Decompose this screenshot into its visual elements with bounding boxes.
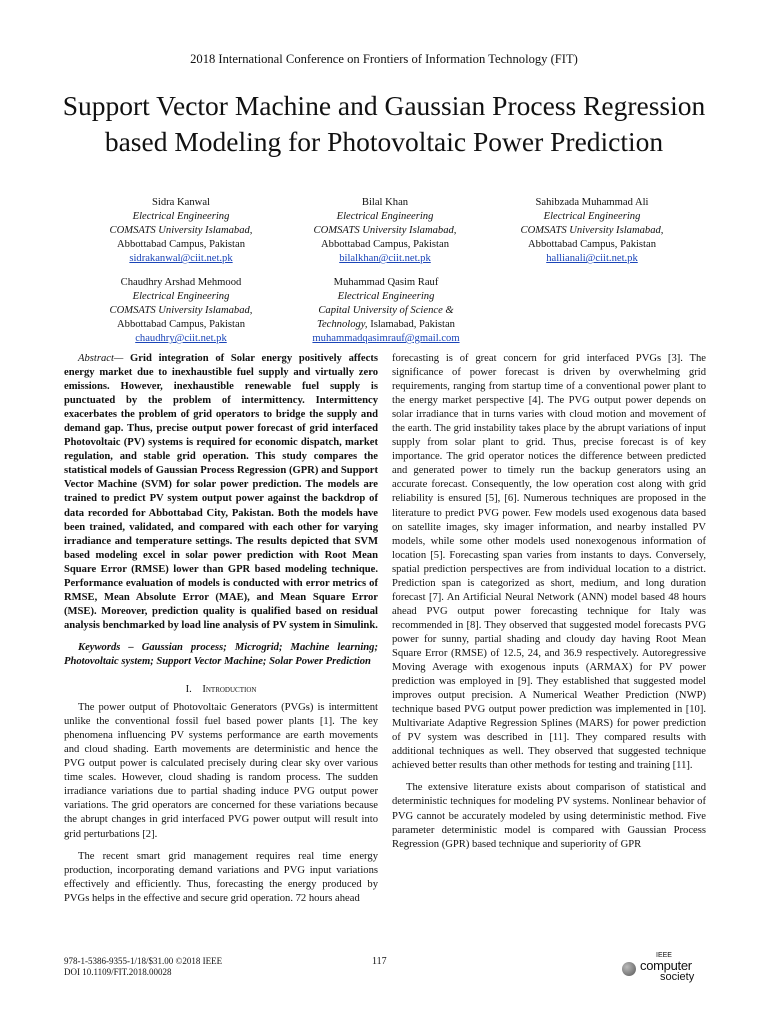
author-email-link[interactable]: hallianali@ciit.net.pk	[546, 253, 638, 264]
paragraph: forecasting is of great concern for grid interfaced PVGs [3]. The significance of power forecast is driven by overwhelming grid requirements, ranging from startup time of a conventional power plant to the energy market perspective [4]. The PVG output power depends on solar irradiance that in turns varies with cloud motion and movement of the earth. The grid instability takes place by the abrupt variations of input supply from solar plant to grid. Thus, precise forecast is of key importance. The grid operator notices the difference between predicted and generated power to timely run the backup generators using an accurate forecast. Consequently, the low operation cost along with grid reliability is ensured [5], [6]. Numerous techniques are proposed in the literature to predict PVG power. Few models used exogenous data based on satellite images, sky imager information, and nearby installed PV models, while some other models used nonexogenous information of location [5]. Forecasting span varies from instants to days. Conversely, spatial prediction perspectives are from individual location to a district. Prediction span is categorized as short, medium, and long duration forecast [7]. An Artificial Neural Network (ANN) model based 48 hours ahead PVG output power forecasting technique for Italy was recommended in [8]. They observed that suggested model forecasts PVG power for sunny, partial shading and cloudy day having Root Mean Square Error (RMSE) of 12.5, 24, and 36.9 respectively. Autoregressive Moving Average with exogenous inputs (ARMAX) for PV power prediction was employed in [9]. They established that suggested model improves output precision. A Numerical Weather Prediction (NWP) technique based PVG output power prediction was implemented in [10]. Multivariate Adaptive Regression Splines (MARS) for power prediction of PV system was described in [11]. They compared results with additional techniques as well. They observed that suggested technique achieved better results than other methods for testing and training [11].	[392, 353, 706, 772]
author-email-link[interactable]: sidrakanwal@ciit.net.pk	[129, 253, 233, 264]
section-heading	[64, 683, 378, 697]
author-block	[300, 196, 470, 266]
author-dept: Electrical Engineering	[337, 291, 435, 302]
left-column	[64, 352, 378, 906]
isbn-line: 978-1-5386-9355-1/18/$31.00 ©2018 IEEE	[64, 956, 223, 966]
conference-header: 2018 International Conference on Frontiers of Information Technology (FIT)	[190, 52, 578, 66]
paragraph: The recent smart grid management requires real time energy production, incorporating demand variations and PVG input variations effectively and efficiently. Thus, forecasting the energy produced by PVGs helps in the effective and secure grid operation. 72 hours ahead	[64, 850, 378, 904]
paragraph: The extensive literature exists about comparison of statistical and deterministic techniques for modeling PV systems. Nonlinear behavior of PVG cannot be accurately modeled by using deterministic method. Five parameter deterministic model is compared with Gaussian Process Regression (GPR) based technique and superiority of GPR	[392, 782, 706, 850]
footer-info	[64, 956, 222, 978]
paper-title: Support Vector Machine and Gaussian Process Regression based Modeling for Photovoltaic Power Prediction	[62, 90, 706, 157]
section-number: I.	[185, 684, 192, 696]
author-location: Abbottabad Campus, Pakistan	[117, 319, 245, 330]
section-title: Introduction	[202, 684, 257, 696]
author-location: Abbottabad Campus, Pakistan	[528, 239, 656, 250]
author-name: Bilal Khan	[361, 197, 409, 208]
author-dept: Electrical Engineering	[132, 211, 230, 222]
author-univ-cont: Technology,	[317, 319, 368, 330]
doi-line: DOI 10.1109/FIT.2018.00028	[64, 967, 172, 977]
author-dept: Electrical Engineering	[543, 211, 641, 222]
author-dept: Electrical Engineering	[132, 291, 230, 302]
author-univ: COMSATS University Islamabad,	[109, 225, 253, 236]
author-name: Muhammad Qasim Rauf	[333, 277, 439, 288]
logo-text-top: IEEE	[656, 952, 672, 959]
author-name: Sahibzada Muhammad Ali	[535, 197, 649, 208]
author-name: Sidra Kanwal	[152, 197, 210, 208]
author-email-link[interactable]: muhammadqasimrauf@gmail.com	[312, 333, 460, 344]
author-block	[504, 196, 680, 266]
abstract	[64, 352, 378, 633]
author-location: Islamabad, Pakistan	[367, 319, 455, 330]
keywords: Keywords – Gaussian process; Microgrid; Machine learning; Photovoltaic system; Support Vector Machine; Solar Power Prediction	[64, 641, 378, 667]
author-univ: Capital University of Science &	[318, 305, 454, 316]
author-block	[96, 276, 266, 346]
author-location: Abbottabad Campus, Pakistan	[321, 239, 449, 250]
author-univ: COMSATS University Islamabad,	[313, 225, 457, 236]
author-location: Abbottabad Campus, Pakistan	[117, 239, 245, 250]
author-dept: Electrical Engineering	[336, 211, 434, 222]
author-name: Chaudhry Arshad Mehmood	[120, 277, 242, 288]
author-block	[292, 276, 480, 346]
author-block	[96, 196, 266, 266]
globe-icon	[622, 962, 636, 976]
ieee-computer-society-logo	[622, 952, 712, 986]
author-email-link[interactable]: bilalkhan@ciit.net.pk	[339, 253, 431, 264]
abstract-text: Grid integration of Solar energy positively affects energy market due to inexhaustible fuel supply and virtually zero emissions. However, inexhaustible renewable fuel supply is punctuated by the problem of intermittency. Intermittency exacerbates the problem of grid operators to bridge the supply and demand gap. Thus, precise output power forecast of grid interfaced Photovoltaic (PV) systems is required for economic dispatch, market regulation, and stable grid operation. This study compares the statistical models of Gaussian Process Regression (GPR) and Support Vector Machine (SVM) for solar power prediction. The models are trained to predict PV system output power against the backdrop of data recorded for Abbottabad City, Pakistan. Both the models have been trained, validated, and compared with each other for varying irradiance and temperature settings. The results depicted that SVM based modeling excel in solar power prediction with Root Mean Square Error (RMSE) lower than GPR based modeling technique. Performance evaluation of models is conducted with error metrics of RMSE, Mean Absolute Error (MAE), and Mean Square Error (MSE). Moreover, prediction quality is qualified based on residual analysis benchmarked by load line analysis of PV system in Simulink.	[64, 353, 378, 631]
author-univ: COMSATS University Islamabad,	[520, 225, 664, 236]
author-email-link[interactable]: chaudhry@ciit.net.pk	[135, 333, 227, 344]
page-number: 117	[372, 956, 387, 967]
author-univ: COMSATS University Islamabad,	[109, 305, 253, 316]
logo-text-bottom: society	[660, 971, 695, 983]
logo-text-mid: computer	[640, 958, 692, 973]
right-column	[392, 352, 706, 852]
author-location-line	[292, 318, 480, 332]
paragraph: The power output of Photovoltaic Generators (PVGs) is intermittent unlike the conventional fossil fuel based power plants [1]. The key phenomena influencing PV systems performance are earth movements and cloud shading. Earth movements are deterministic and hence the PVG output power is calculated precisely during clear sky over various time scales. However, cloud shading is random process. The sudden irradiance variations due to partial shading induce PVG output power variations. The grid operators are concerned for these variations because the abrupt changes in grid interfaced PVG power output will result into grid perturbations [2].	[64, 702, 378, 840]
abstract-label: Abstract—	[78, 353, 124, 364]
